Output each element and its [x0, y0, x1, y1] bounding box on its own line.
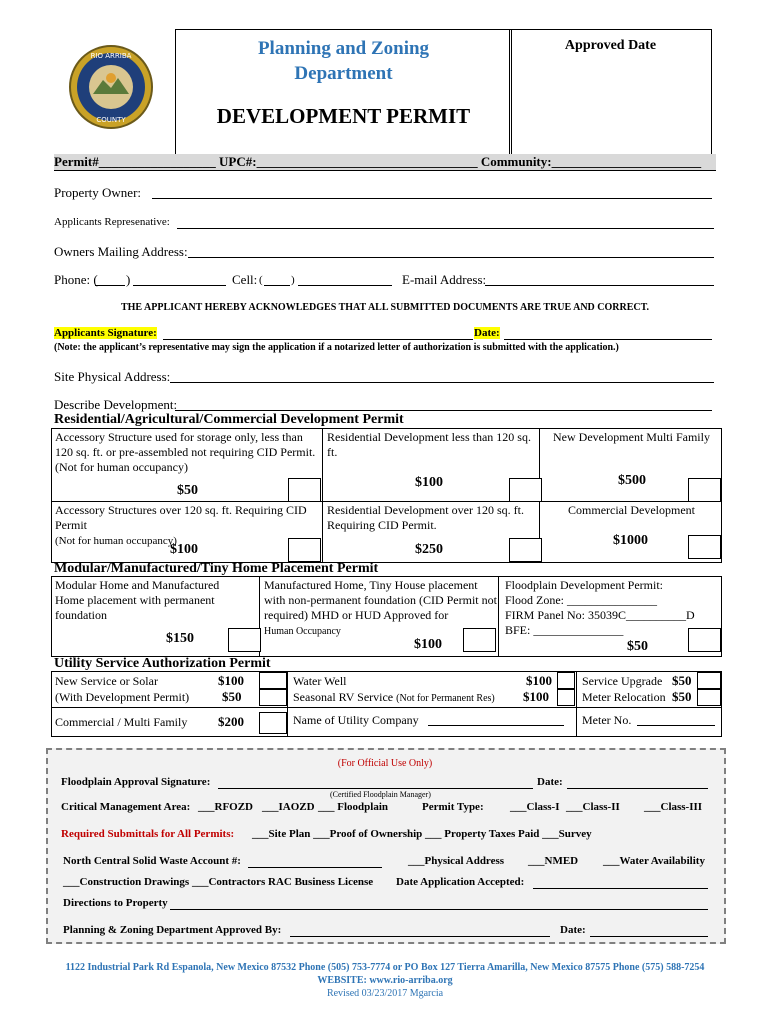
- fp-signature-field[interactable]: [218, 788, 533, 789]
- signature-label: Applicants Signature:: [54, 327, 157, 339]
- util-checkbox-2[interactable]: [259, 689, 287, 706]
- community-label: Community:: [480, 154, 552, 169]
- res-cell-1-text: Accessory Structure used for storage only, less than 120 sq. ft. or pre-assembled not requiring CID Permit. (Not for human occupancy): [55, 430, 316, 474]
- res-cell-6-price: $1000: [613, 533, 648, 548]
- mod-cell-3-price: $50: [627, 639, 648, 654]
- util-water-well: Water Well: [293, 674, 347, 688]
- res-cell-4-main: Accessory Structures over 120 sq. ft. Requiring CID Permit: [55, 503, 307, 532]
- util-checkbox-7[interactable]: [259, 712, 287, 734]
- util-seasonal-rv-price: $100: [523, 689, 549, 704]
- utility-heading: Utility Service Authorization Permit: [54, 656, 271, 671]
- approved-by-date-field[interactable]: [590, 936, 708, 937]
- res-cell-6-text: Commercial Development: [568, 503, 695, 517]
- signature-note: (Note: the applicant’s representative may sign the application if a notarized letter of authorization is submitted with the application.): [54, 342, 619, 353]
- upc-label: UPC#:: [219, 154, 257, 169]
- date-accepted-label: Date Application Accepted:: [396, 876, 525, 888]
- phone-close-paren: ): [126, 272, 131, 287]
- mod-cell-1-price: $150: [166, 631, 194, 646]
- cell-open-paren: (: [259, 274, 263, 286]
- applicants-rep-label: Applicants Represenative:: [54, 216, 170, 228]
- footer-website[interactable]: WEBSITE: www.rio-arriba.org: [317, 975, 453, 986]
- fp-signature-label: Floodplain Approval Signature:: [61, 776, 211, 788]
- flood-zone-field[interactable]: _______________: [567, 593, 657, 607]
- form-title: DEVELOPMENT PERMIT: [216, 104, 471, 128]
- res-cell-5-price: $250: [415, 542, 443, 557]
- util-meter-relocation-price: $50: [672, 689, 692, 704]
- mod-cell-3-l2: [505, 593, 657, 608]
- res-checkbox-3[interactable]: [688, 478, 721, 502]
- mod-cell-2-small: Human Occupancy: [264, 626, 341, 637]
- critical-opt-iaozd[interactable]: ___IAOZD: [262, 801, 315, 813]
- res-checkbox-4[interactable]: [288, 538, 321, 562]
- phone-area-field[interactable]: [95, 285, 125, 286]
- res-cell-3-text: New Development Multi Family: [553, 430, 710, 444]
- department-name-line2: Department: [294, 63, 393, 84]
- ncsw-nmed[interactable]: ___NMED: [528, 855, 579, 867]
- permit-label: Permit#: [54, 154, 99, 169]
- ncsw-label: North Central Solid Waste Account #:: [63, 855, 241, 867]
- property-owner-field[interactable]: [152, 198, 712, 199]
- mailing-address-field[interactable]: [188, 257, 714, 258]
- cell-close-paren: ): [291, 274, 295, 286]
- header-box: [175, 29, 512, 155]
- site-address-field[interactable]: [170, 382, 714, 383]
- mod-cell-3-l4: [505, 623, 623, 638]
- describe-development-field[interactable]: [175, 410, 712, 411]
- footer-address: 1122 Industrial Park Rd Espanola, New Mexico 87532 Phone (505) 753-7774 or PO Box 127 Tierra Amarilla, New Mexico 87575 Phone (575) 588-7254: [65, 962, 705, 973]
- bfe-field[interactable]: _______________: [533, 623, 624, 637]
- fp-date-field[interactable]: [567, 788, 708, 789]
- util-checkbox-5[interactable]: [697, 672, 721, 689]
- signature-date-label: Date:: [474, 327, 500, 339]
- util-meter-field[interactable]: [637, 725, 715, 726]
- directions-label: Directions to Property: [63, 897, 168, 909]
- approved-date-box[interactable]: [509, 29, 712, 155]
- mod-cell-2-main: Manufactured Home, Tiny House placement with non-permanent foundation (CID Permit not required) MHD or HUD Approved for: [264, 578, 497, 622]
- util-seasonal-rv-note: (Not for Permanent Res): [396, 693, 495, 704]
- res-cell-5-text: Residential Development over 120 sq. ft. Requiring CID Permit.: [327, 503, 524, 532]
- directions-field[interactable]: [170, 909, 708, 910]
- util-new-service: New Service or Solar: [55, 674, 158, 688]
- res-cell-4: [51, 501, 323, 563]
- mod-cell-3-l1: Floodplain Development Permit:: [505, 578, 663, 592]
- res-checkbox-1[interactable]: [288, 478, 321, 502]
- acknowledgement: THE APPLICANT HEREBY ACKNOWLEDGES THAT ALL SUBMITTED DOCUMENTS ARE TRUE AND CORRECT.: [120, 302, 650, 313]
- applicants-rep-field[interactable]: [177, 228, 714, 229]
- ncsw-physical-address[interactable]: ___Physical Address: [408, 855, 505, 867]
- svg-text:RIO ARRIBA: RIO ARRIBA: [90, 52, 132, 60]
- id-bar: Permit#__________________ UPC#:__________________________________ Community:_______________________: [54, 154, 716, 171]
- util-checkbox-6[interactable]: [697, 689, 721, 706]
- official-use-title: (For Official Use Only): [337, 758, 433, 769]
- util-commercial: Commercial / Multi Family: [55, 715, 188, 729]
- util-checkbox-3[interactable]: [557, 672, 575, 689]
- res-cell-4-small: (Not for human occupancy): [55, 535, 177, 547]
- res-cell-1-price: $50: [177, 483, 198, 498]
- fp-note: (Certified Floodplain Manager): [330, 790, 431, 799]
- construction-options[interactable]: ___Construction Drawings ___Contractors RAC Business License: [63, 876, 374, 888]
- critical-opt-rfozd[interactable]: ___RFOZD: [198, 801, 253, 813]
- util-service-upgrade-price: $50: [672, 673, 692, 688]
- mod-checkbox-2[interactable]: [463, 628, 496, 652]
- permit-type-class3[interactable]: ___Class-III: [644, 801, 703, 813]
- mailing-address-label: Owners Mailing Address:: [54, 244, 188, 259]
- ncsw-field[interactable]: [248, 867, 382, 868]
- util-meter-label: Meter No.: [582, 713, 632, 727]
- util-with-dev: (With Development Permit): [55, 690, 190, 704]
- res-checkbox-5[interactable]: [509, 538, 542, 562]
- county-seal: [68, 44, 154, 130]
- describe-development-label: Describe Development:: [54, 397, 178, 412]
- required-submittals-options[interactable]: ___Site Plan ___Proof of Ownership ___ Property Taxes Paid ___Survey: [252, 828, 592, 840]
- signature-date-field[interactable]: [504, 339, 712, 340]
- fp-date-label: Date:: [537, 776, 563, 788]
- approved-date-label: Approved Date: [564, 38, 657, 53]
- approved-by-field[interactable]: [290, 936, 550, 937]
- cell-area-field[interactable]: [264, 285, 290, 286]
- svg-text:COUNTY: COUNTY: [96, 116, 126, 124]
- res-cell-2-text: Residential Development less than 120 sq. ft.: [327, 430, 531, 459]
- util-seasonal-rv-label: Seasonal RV Service: [293, 690, 394, 704]
- cell-field[interactable]: [298, 285, 392, 286]
- util-seasonal-rv: [293, 690, 495, 705]
- util-new-service-price: $100: [218, 673, 244, 688]
- cell-label: Cell:: [232, 272, 258, 287]
- res-checkbox-6[interactable]: [688, 535, 721, 559]
- mod-cell-1-text: Modular Home and Manufactured Home placement with permanent foundation: [55, 578, 220, 622]
- date-accepted-field[interactable]: [533, 888, 708, 889]
- critical-area-label: Critical Management Area:: [61, 801, 191, 813]
- util-divider-2: [576, 671, 577, 737]
- util-company-label: Name of Utility Company: [293, 713, 419, 727]
- firm-panel-field[interactable]: __________: [626, 608, 687, 622]
- firm-panel-suffix: D: [686, 608, 695, 622]
- res-checkbox-2[interactable]: [509, 478, 542, 502]
- permit-type-label: Permit Type:: [422, 801, 484, 813]
- signature-field[interactable]: [163, 339, 473, 340]
- permit-type-class2[interactable]: ___Class-II: [566, 801, 620, 813]
- phone-field[interactable]: [133, 285, 226, 286]
- util-company-field[interactable]: [428, 725, 564, 726]
- util-service-upgrade: Service Upgrade: [582, 674, 663, 688]
- bfe-label: BFE:: [505, 623, 534, 637]
- required-submittals-label: Required Submittals for All Permits:: [61, 828, 235, 840]
- res-cell-4-price: $100: [170, 542, 198, 557]
- phone-label: Phone: (: [54, 272, 98, 287]
- department-name-line1: Planning and Zoning: [257, 38, 430, 59]
- res-cell-2-price: $100: [415, 475, 443, 490]
- flood-zone-label: Flood Zone:: [505, 593, 567, 607]
- mod-cell-2-price: $100: [414, 637, 442, 652]
- util-meter-relocation: Meter Relocation: [582, 690, 666, 704]
- critical-opt-floodplain[interactable]: ___ Floodplain: [318, 801, 388, 813]
- email-label: E-mail Address:: [402, 272, 487, 287]
- site-address-label: Site Physical Address:: [54, 369, 171, 384]
- property-owner-label: Property Owner:: [54, 185, 142, 200]
- util-checkbox-4[interactable]: [557, 689, 575, 706]
- res-cell-1: [51, 428, 323, 502]
- mod-checkbox-1[interactable]: [228, 628, 261, 652]
- firm-panel-label: FIRM Panel No: 35039C: [505, 608, 627, 622]
- res-cell-3-price: $500: [618, 473, 646, 488]
- res-cell-5: [322, 501, 540, 563]
- util-water-well-price: $100: [526, 673, 552, 688]
- approved-by-date-label: Date:: [560, 924, 586, 936]
- res-cell-2: [322, 428, 540, 502]
- util-divider-1: [287, 671, 288, 737]
- mod-checkbox-3[interactable]: [688, 628, 721, 652]
- util-with-dev-price: $50: [222, 689, 242, 704]
- fp-note-text: Certified Floodplain Manager: [332, 790, 429, 799]
- util-checkbox-1[interactable]: [259, 672, 287, 689]
- util-commercial-price: $200: [218, 714, 244, 729]
- residential-heading: Residential/Agricultural/Commercial Development Permit: [54, 412, 404, 427]
- ncsw-water[interactable]: ___Water Availability: [603, 855, 705, 867]
- footer-revised: Revised 03/23/2017 Mgarcia: [326, 988, 444, 999]
- mod-cell-3-l3: [505, 608, 695, 623]
- permit-type-class1[interactable]: ___Class-I: [510, 801, 560, 813]
- approved-by-label: Planning & Zoning Department Approved By:: [63, 924, 282, 936]
- modular-heading: Modular/Manufactured/Tiny Home Placement Permit: [54, 561, 379, 576]
- email-field[interactable]: [485, 285, 714, 286]
